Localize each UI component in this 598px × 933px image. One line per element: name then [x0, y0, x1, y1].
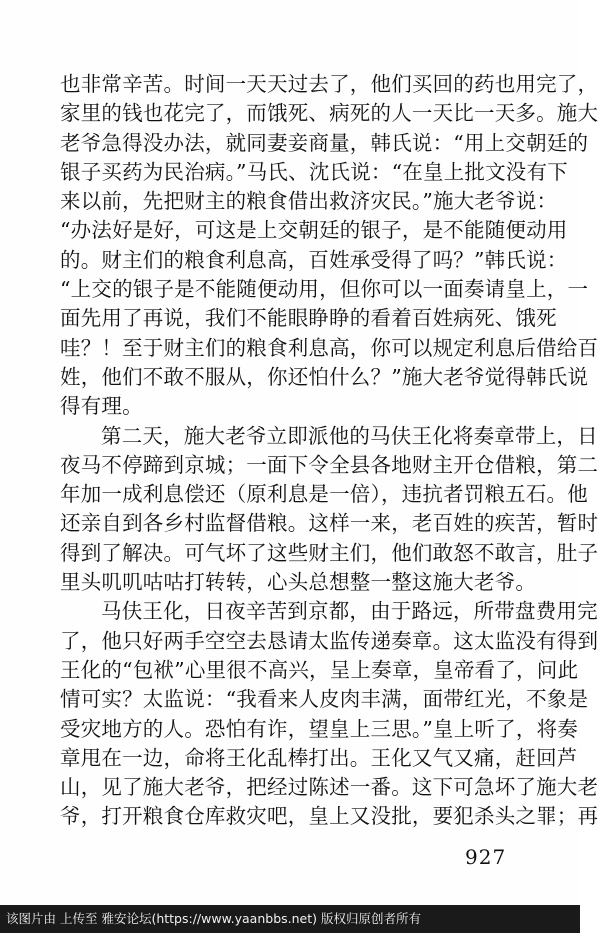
- text-line: 山，见了施大老爷，把经过陈述一番。这下可急坏了施大老: [60, 775, 598, 800]
- text-line: 也非常辛苦。时间一天天过去了，他们买回的药也用完了，: [60, 72, 598, 96]
- text-line: 爷，打开粮食仓库救灾吧，皇上又没批，要犯杀头之罪；再: [60, 804, 598, 829]
- text-line: 里头叽叽咕咕打转转，心头总想整一整这施大老爷。: [60, 570, 537, 595]
- text-line: 老爷急得没办法，就同妻妾商量，韩氏说：“用上交朝廷的: [60, 130, 589, 155]
- text-line: “上交的银子是不能随便动用，但你可以一面奏请皇上，一: [60, 277, 589, 302]
- text-line: “办法好是好，可这是上交朝廷的银子，是不能随便动用: [60, 218, 568, 243]
- text-line: 的。财主们的粮食利息高，百姓承受得了吗？”韩氏说：: [60, 247, 568, 272]
- text-line: 章甩在一边，命将王化乱棒打出。王化又气又痛，赶回芦: [60, 745, 578, 770]
- text-line: 了，他只好两手空空去恳请太监传递奏章。这太监没有得到: [60, 628, 598, 653]
- text-line: 受灾地方的人。恐怕有诈，望皇上三思。”皇上听了，将奏: [60, 716, 578, 741]
- text-line: 哇？！至于财主们的粮食利息高，你可以规定利息后借给百: [60, 335, 598, 360]
- paragraph-start-line: 第二天，施大老爷立即派他的马伕王化将奏章带上，日: [101, 423, 598, 448]
- text-line: 夜马不停蹄到京城；一面下令全县各地财主开仓借粮，第二: [60, 452, 598, 477]
- text-line: 家里的钱也花完了，而饿死、病死的人一天比一天多。施大: [60, 101, 598, 126]
- text-line: 情可实？太监说：“我看来人皮肉丰满，面带红光，不象是: [60, 687, 589, 712]
- text-line: 王化的“包袱”心里很不高兴，呈上奏章，皇帝看了，问此: [60, 657, 579, 682]
- text-line: 得有理。: [60, 394, 143, 419]
- page-number: 927: [465, 845, 507, 869]
- text-line: 银子买药为民治病。”马氏、沈氏说：“在皇上批文没有下: [60, 159, 568, 184]
- text-line: 得到了解决。可气坏了这些财主们，他们敢怒不敢言，肚子: [60, 540, 598, 565]
- body-text: [60, 70, 598, 832]
- text-line: 还亲自到各乡村监督借粮。这样一来，老百姓的疾苦，暂时: [60, 511, 598, 536]
- text-line: 姓，他们不敢不服从，你还怕什么？”施大老爷觉得韩氏说: [60, 364, 589, 389]
- text-line: 来以前，先把财主的粮食借出救济灾民。”施大老爷说：: [60, 189, 558, 214]
- watermark-footer: 该图片由 上传至 雅安论坛(https://www.yaanbbs.net) 版权归原创者所有: [0, 905, 580, 933]
- text-line: 面先用了再说，我们不能眼睁睁的看着百姓病死、饿死: [60, 306, 557, 331]
- text-line: 年加一成利息偿还（原利息是一倍），违抗者罚粮五石。他: [60, 482, 588, 507]
- paragraph-start-line: 马伕王化，日夜辛苦到京都，由于路远，所带盘费用完: [101, 599, 598, 624]
